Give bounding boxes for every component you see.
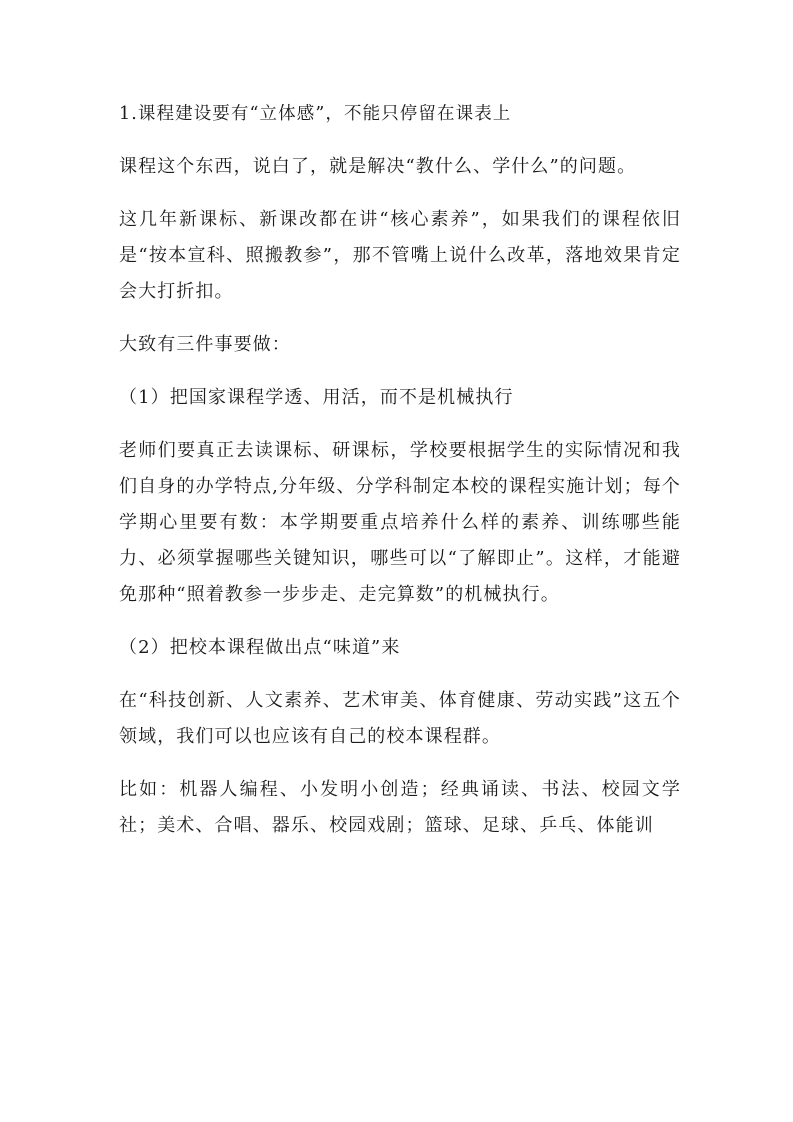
paragraph: 大致有三件事要做： [119,334,291,355]
section-heading: 1.课程建设要有“立体感”，不能只停留在课表上 [119,104,512,124]
paragraph: 课程这个东西，说白了，就是解决“教什么、学什么”的问题。 [119,156,637,177]
subsection-heading: （1）把国家课程学透、用活，而不是机械执行 [119,387,514,408]
document-body [119,96,681,861]
paragraph: 这几年新课标、新课改都在讲“核心素养”，如果我们的课程依旧是“按本宣科、照搬教参”，那不管嘴上说什么改革，落地效果肯定会大打折扣。 [119,209,681,302]
subsection-heading: （2）把校本课程做出点“味道”来 [119,637,401,658]
paragraph: 在“科技创新、人文素养、艺术审美、体育健康、劳动实践”这五个领域，我们可以也应该有自己的校本课程群。 [119,690,681,747]
paragraph: 老师们要真正去读课标、研课标，学校要根据学生的实际情况和我们自身的办学特点,分年级、分学科制定本校的课程实施计划；每个学期心里要有数：本学期要重点培养什么样的素养、训练哪些能力、必须掌握哪些关键知识，哪些可以“了解即止”。这样，才能避免那种“照着教参一步步走、走完算数”的机械执行。 [119,440,681,605]
paragraph: 比如：机器人编程、小发明小创造；经典诵读、书法、校园文学社；美术、合唱、器乐、校园戏剧；篮球、足球、乒乓、体能训 [119,779,681,836]
